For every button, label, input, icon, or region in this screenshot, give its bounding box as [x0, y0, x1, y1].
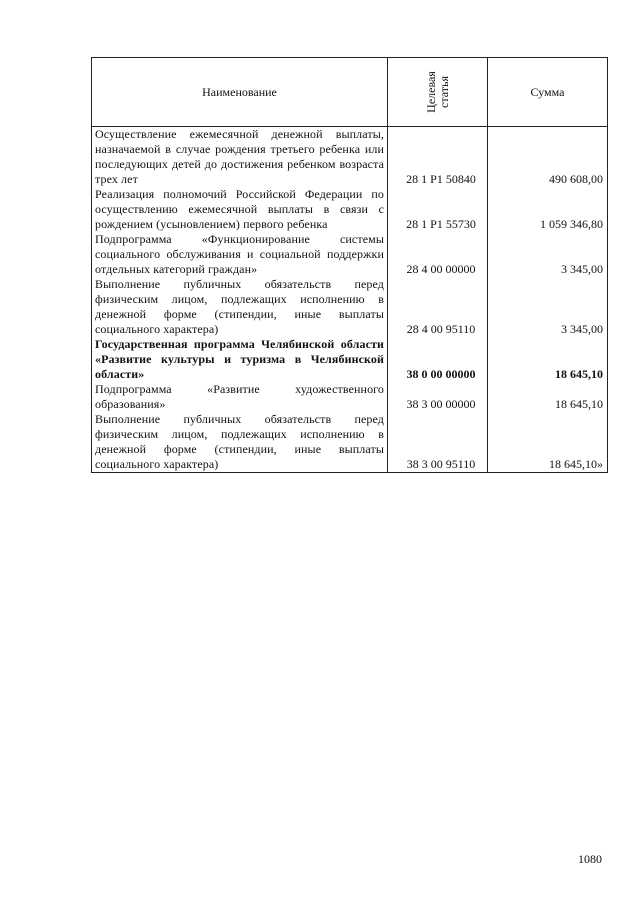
row-name: Выполнение публичных обязательств перед физическим лицом, подлежащих исполнению в денежной форме (стипендии, иные выплаты социального характера): [92, 412, 388, 473]
table-row: [92, 337, 608, 382]
budget-table: [91, 57, 608, 473]
row-code: 28 1 P1 55730: [388, 187, 488, 232]
table-row: [92, 187, 608, 232]
row-name: Выполнение публичных обязательств перед физическим лицом, подлежащих исполнению в денежной форме (стипендии, иные выплаты социального характера): [92, 277, 388, 337]
row-code: 38 3 00 00000: [388, 382, 488, 412]
header-target-article: [388, 58, 488, 127]
table-header-row: [92, 58, 608, 127]
row-sum: 1 059 346,80: [488, 187, 608, 232]
table-row: [92, 382, 608, 412]
row-name: Реализация полномочий Российской Федерации по осуществлению ежемесячной выплаты в связи с рождением (усыновлением) первого ребенка: [92, 187, 388, 232]
row-sum: 490 608,00: [488, 127, 608, 188]
row-sum: 18 645,10: [488, 337, 608, 382]
row-code: 38 3 00 95110: [388, 412, 488, 473]
row-code: 28 4 00 95110: [388, 277, 488, 337]
row-sum: 3 345,00: [488, 232, 608, 277]
row-name: Подпрограмма «Развитие художественного образования»: [92, 382, 388, 412]
row-code: 28 4 00 00000: [388, 232, 488, 277]
row-sum: 18 645,10»: [488, 412, 608, 473]
header-target-article-line2: статья: [436, 76, 451, 108]
page-number: 1080: [578, 852, 602, 866]
row-sum: 3 345,00: [488, 277, 608, 337]
header-name: Наименование: [92, 58, 388, 127]
table-row: [92, 277, 608, 337]
header-sum: Сумма: [488, 58, 608, 127]
row-code: 28 1 P1 50840: [388, 127, 488, 188]
table-row: [92, 232, 608, 277]
table-row: [92, 412, 608, 473]
row-name: Осуществление ежемесячной денежной выплаты, назначаемой в случае рождения третьего ребенка или последующих детей до достижения ребенком возраста трех лет: [92, 127, 388, 188]
table-row: [92, 127, 608, 188]
row-code: 38 0 00 00000: [388, 337, 488, 382]
header-target-article-line1: Целевая: [423, 71, 438, 113]
row-sum: 18 645,10: [488, 382, 608, 412]
row-name: Государственная программа Челябинской области «Развитие культуры и туризма в Челябинской области»: [92, 337, 388, 382]
row-name: Подпрограмма «Функционирование системы социального обслуживания и социальной поддержки отдельных категорий граждан»: [92, 232, 388, 277]
